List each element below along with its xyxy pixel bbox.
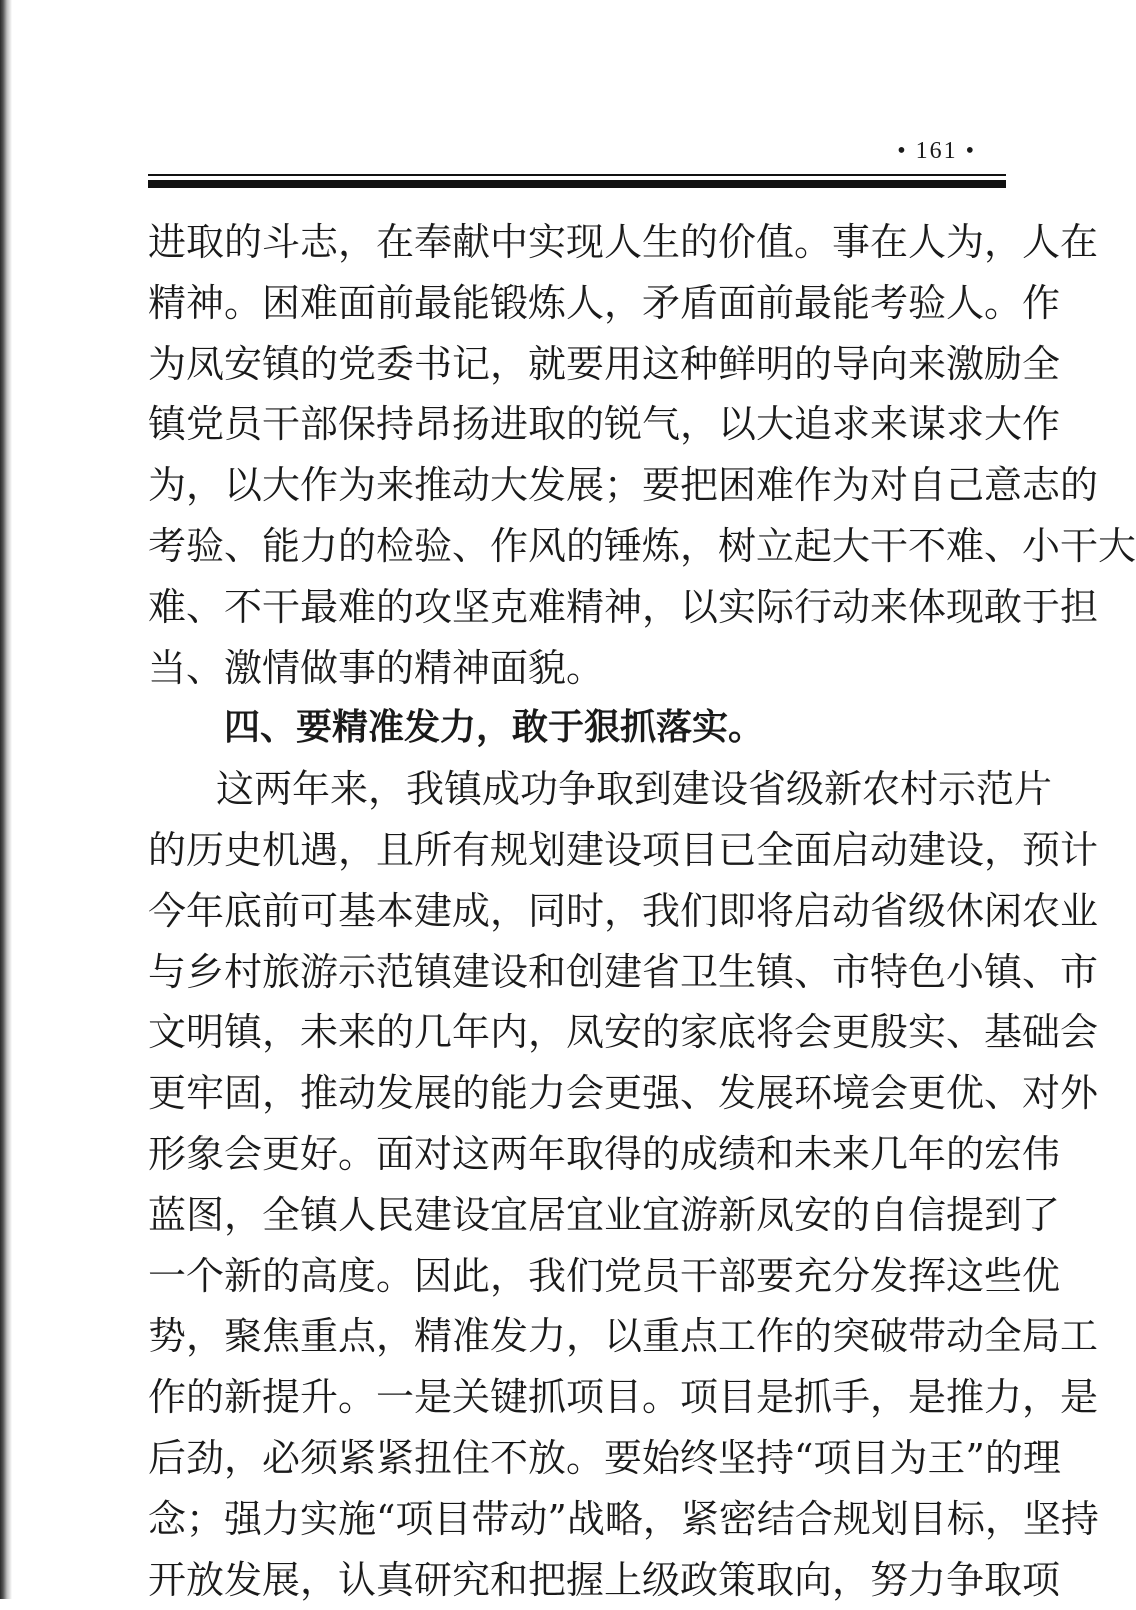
- text-line: 进取的斗志，在奉献中实现人生的价值。事在人为，人在: [148, 220, 1099, 264]
- text-line: 为，以大作为来推动大发展；要把困难作为对自己意志的: [148, 463, 1099, 508]
- text-line: 更牢固，推动发展的能力会更强、发展环境会更优、对外: [148, 1071, 1099, 1116]
- section-heading: 四、要精准发力，敢于狠抓落实。: [224, 707, 765, 749]
- text-line: 作的新提升。一是关键抓项目。项目是抓手，是推力，是: [148, 1375, 1099, 1420]
- text-line: 开放发展，认真研究和把握上级政策取向，努力争取项: [148, 1557, 1061, 1602]
- text-line: 后劲，必须紧紧扭住不放。要始终坚持“项目为王”的理: [148, 1435, 1061, 1480]
- text-line: 一个新的高度。因此，我们党员干部要充分发挥这些优: [148, 1253, 1061, 1298]
- page-number: • 161 •: [897, 138, 976, 164]
- header-rule-thick: [148, 180, 1006, 188]
- text-line: 难、不干最难的攻坚克难精神，以实际行动来体现敢于担: [148, 584, 1099, 629]
- body-text: [148, 212, 1136, 1610]
- text-line: 今年底前可基本建成，同时，我们即将启动省级休闲农业: [148, 888, 1099, 933]
- header-rule-thin: [148, 174, 1006, 176]
- scan-edge-shadow: [0, 0, 12, 1599]
- text-line: 势，聚焦重点，精准发力，以重点工作的突破带动全局工: [148, 1314, 1099, 1359]
- text-line: 考验、能力的检验、作风的锤炼，树立起大干不难、小干大: [148, 523, 1136, 568]
- text-line: 文明镇，未来的几年内，凤安的家底将会更殷实、基础会: [148, 1010, 1099, 1055]
- text-line: 为凤安镇的党委书记，就要用这种鲜明的导向来激励全: [148, 341, 1061, 386]
- text-line: 这两年来，我镇成功争取到建设省级新农村示范片: [216, 767, 1053, 812]
- text-line: 形象会更好。面对这两年取得的成绩和未来几年的宏伟: [148, 1131, 1061, 1176]
- text-line: 与乡村旅游示范镇建设和创建省卫生镇、市特色小镇、市: [148, 949, 1099, 994]
- text-line: 的历史机遇，且所有规划建设项目已全面启动建设，预计: [148, 827, 1099, 872]
- text-line: 蓝图，全镇人民建设宜居宜业宜游新凤安的自信提到了: [148, 1192, 1061, 1237]
- text-line: 念；强力实施“项目带动”战略，紧密结合规划目标，坚持: [148, 1496, 1099, 1541]
- text-line: 当、激情做事的精神面貌。: [148, 645, 605, 690]
- page-header: [148, 138, 1006, 194]
- text-line: 镇党员干部保持昂扬进取的锐气，以大追求来谋求大作: [148, 402, 1061, 447]
- text-line: 精神。困难面前最能锻炼人，矛盾面前最能考验人。作: [148, 280, 1061, 325]
